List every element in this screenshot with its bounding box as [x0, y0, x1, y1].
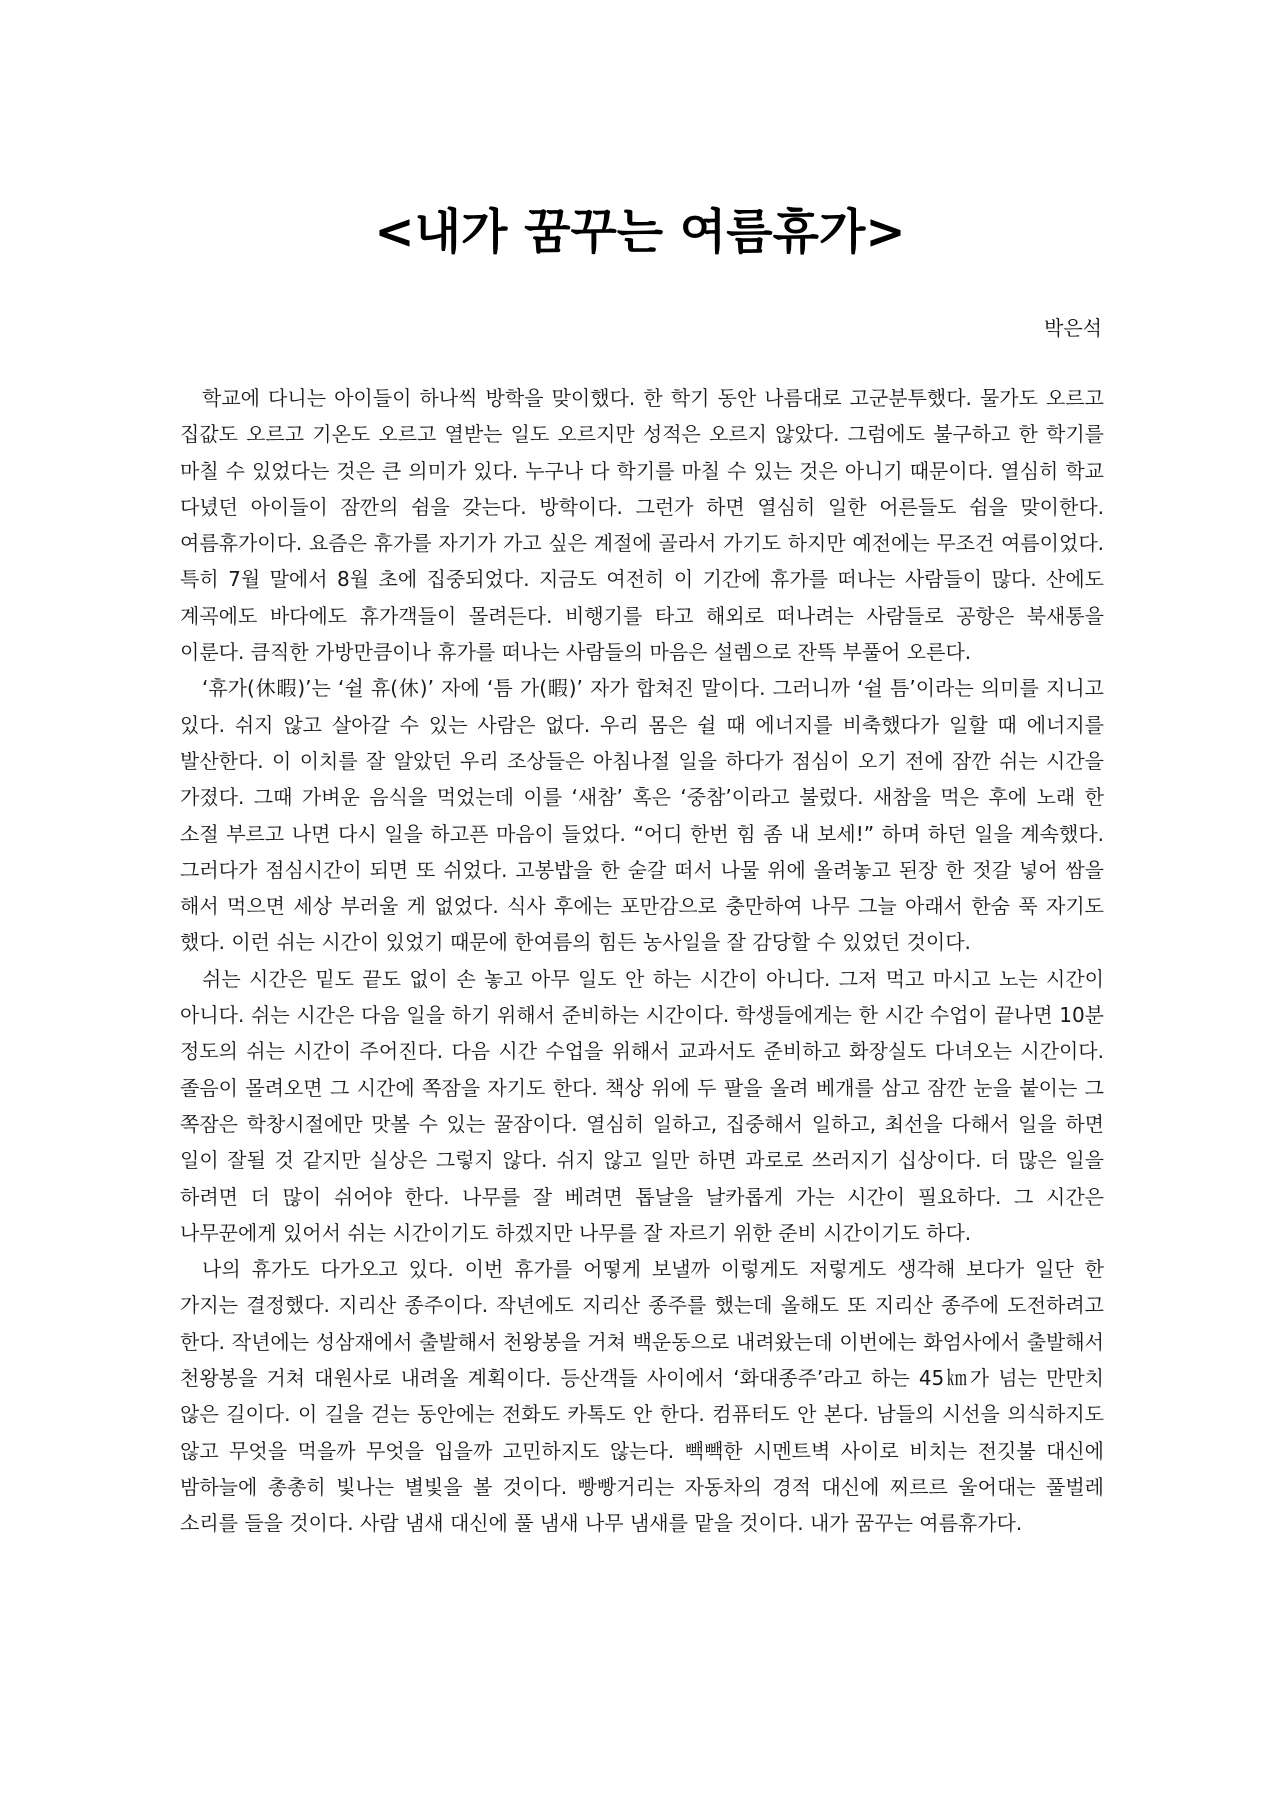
- paragraph-2: ‘휴가(休暇)’는 ‘쉴 휴(休)’ 자에 ‘틈 가(暇)’ 자가 합쳐진 말이다. 그러니까 ‘쉴 틈’이라는 의미를 지니고 있다. 쉬지 않고 살아갈 수 있는 사람은 없다. 우리 몸은 쉴 때 에너지를 비축했다가 일할 때 에너지를 발산한다. 이 이치를 잘 알았던 우리 조상들은 아침나절 일을 하다가 점심이 오기 전에 잠깐 쉬는 시간을 가졌다. 그때 가벼운 음식을 먹었는데 이를 ‘새참’ 혹은 ‘중참’이라고 불렀다. 새참을 먹은 후에 노래 한 소절 부르고 나면 다시 일을 하고픈 마음이 들었다. “어디 한번 힘 좀 내 보세!” 하며 하던 일을 계속했다. 그러다가 점심시간이 되면 또 쉬었다. 고봉밥을 한 숟갈 떠서 나물 위에 올려놓고 된장 한 젓갈 넣어 쌈을 해서 먹으면 세상 부러울 게 없었다. 식사 후에는 포만감으로 충만하여 나무 그늘 아래서 한숨 푹 자기도 했다. 이런 쉬는 시간이 있었기 때문에 한여름의 힘든 농사일을 잘 감당할 수 있었던 것이다.: [180, 676, 1104, 955]
- paragraph-4: 나의 휴가도 다가오고 있다. 이번 휴가를 어떻게 보낼까 이렇게도 저렇게도 생각해 보다가 일단 한 가지는 결정했다. 지리산 종주이다. 작년에도 지리산 종주를 했는데 올해도 또 지리산 종주에 도전하려고 한다. 작년에는 성삼재에서 출발해서 천왕봉을 거쳐 백운동으로 내려왔는데 이번에는 화엄사에서 출발해서 천왕봉을 거쳐 대원사로 내려올 계획이다. 등산객들 사이에서 ‘화대종주’라고 하는 45㎞가 넘는 만만치 않은 길이다. 이 길을 걷는 동안에는 전화도 카톡도 안 한다. 컴퓨터도 안 본다. 남들의 시선을 의식하지도 않고 무엇을 먹을까 무엇을 입을까 고민하지도 않는다. 빽빽한 시멘트벽 사이로 비치는 전깃불 대신에 밤하늘에 총총히 빛나는 별빛을 볼 것이다. 빵빵거리는 자동차의 경적 대신에 찌르르 울어대는 풀벌레 소리를 들을 것이다. 사람 냄새 대신에 풀 냄새 나무 냄새를 맡을 것이다. 내가 꿈꾸는 여름휴가다.: [180, 1257, 1104, 1536]
- page-title: <내가 꿈꾸는 여름휴가>: [374, 204, 906, 260]
- paragraph-3: 쉬는 시간은 밑도 끝도 없이 손 놓고 아무 일도 안 하는 시간이 아니다. 그저 먹고 마시고 노는 시간이 아니다. 쉬는 시간은 다음 일을 하기 위해서 준비하는 시간이다. 학생들에게는 한 시간 수업이 끝나면 10분 정도의 쉬는 시간이 주어진다. 다음 시간 수업을 위해서 교과서도 준비하고 화장실도 다녀오는 시간이다. 졸음이 몰려오면 그 시간에 쪽잠을 자기도 한다. 책상 위에 두 팔을 올려 베개를 삼고 잠깐 눈을 붙이는 그 쪽잠은 학창시절에만 맛볼 수 있는 꿀잠이다. 열심히 일하고, 집중해서 일하고, 최선을 다해서 일을 하면 일이 잘될 것 같지만 실상은 그렇지 않다. 쉬지 않고 일만 하면 과로로 쓰러지기 십상이다. 더 많은 일을 하려면 더 많이 쉬어야 한다. 나무를 잘 베려면 톱날을 날카롭게 가는 시간이 필요하다. 그 시간은 나무꾼에게 있어서 쉬는 시간이기도 하겠지만 나무를 잘 자르기 위한 준비 시간이기도 하다.: [180, 966, 1104, 1245]
- essay-body: [180, 380, 1104, 1542]
- author-name: 박은석: [1044, 316, 1102, 340]
- paragraph-1: 학교에 다니는 아이들이 하나씩 방학을 맞이했다. 한 학기 동안 나름대로 고군분투했다. 물가도 오르고 집값도 오르고 기온도 오르고 열받는 일도 오르지만 성적은 오르지 않았다. 그럼에도 불구하고 한 학기를 마칠 수 있었다는 것은 큰 의미가 있다. 누구나 다 학기를 마칠 수 있는 것은 아니기 때문이다. 열심히 학교 다녔던 아이들이 잠깐의 쉼을 갖는다. 방학이다. 그런가 하면 열심히 일한 어른들도 쉼을 맞이한다. 여름휴가이다. 요즘은 휴가를 자기가 가고 싶은 계절에 골라서 가기도 하지만 예전에는 무조건 여름이었다. 특히 7월 말에서 8월 초에 집중되었다. 지금도 여전히 이 기간에 휴가를 떠나는 사람들이 많다. 산에도 계곡에도 바다에도 휴가객들이 몰려든다. 비행기를 타고 해외로 떠나려는 사람들로 공항은 북새통을 이룬다. 큼직한 가방만큼이나 휴가를 떠나는 사람들의 마음은 설렘으로 잔뜩 부풀어 오른다.: [180, 386, 1104, 665]
